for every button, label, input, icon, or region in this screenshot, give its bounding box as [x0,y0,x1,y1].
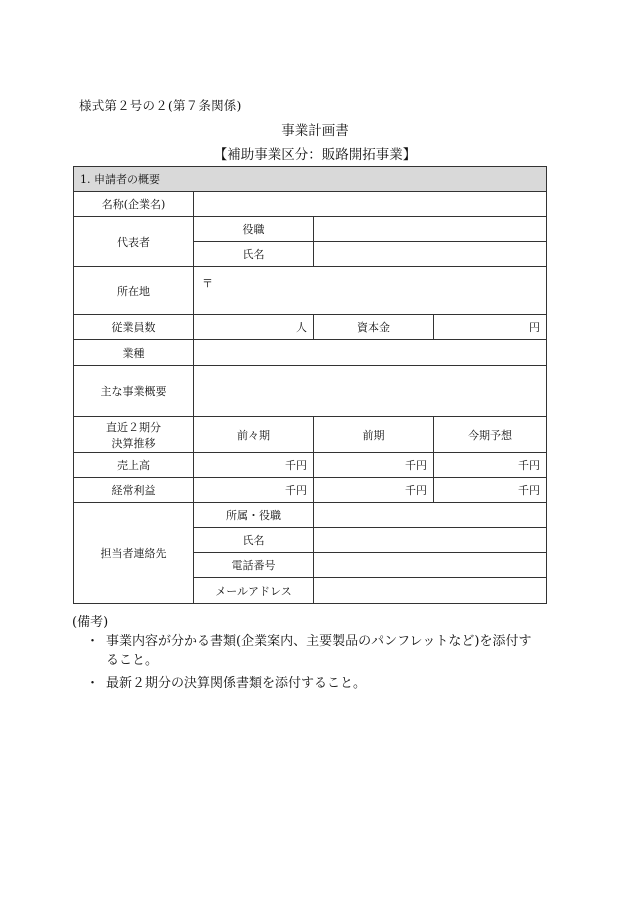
industry-row [74,340,547,366]
company-name-label: 名称(企業名) [74,192,194,217]
employees-capital-row [74,315,547,340]
period-before-previous-header: 前々期 [194,417,314,453]
contact-name-field[interactable] [314,528,547,553]
position-label: 役職 [194,217,314,242]
document-title: 事業計画書 [281,123,349,139]
representative-position-field[interactable] [314,217,547,242]
remarks-item1-line2: ること。 [106,653,159,668]
profit-forecast-field[interactable] [434,478,547,503]
thousand-yen-unit: 千円 [405,484,427,497]
financial-header-row [74,417,547,453]
contact-department-row [74,503,547,528]
employees-label: 従業員数 [74,315,194,340]
department-position-label: 所属・役職 [194,503,314,528]
contact-name-label: 氏名 [194,528,314,553]
business-summary-field[interactable] [194,366,547,417]
financial-trend-label [74,417,194,453]
period-forecast-header: 今期予想 [434,417,547,453]
sales-before-previous-field[interactable] [194,453,314,478]
bullet-mark: ・ [86,634,100,649]
person-name-label: 氏名 [194,242,314,267]
company-name-row [74,192,547,217]
remarks-item1-line1: 事業内容が分かる書類(企業案内、主要製品のパンフレットなど)を添付す [106,634,532,649]
section-header-row [74,167,547,192]
sales-label: 売上高 [74,453,194,478]
financial-label-line2: 決算推移 [111,436,156,450]
address-field[interactable] [194,267,547,315]
representative-name-field[interactable] [314,242,547,267]
address-row [74,267,547,315]
remarks-title: (備考) [72,615,109,630]
contact-email-field[interactable] [314,578,547,604]
remarks-item2: 最新２期分の決算関係書類を添付すること。 [106,676,367,691]
applicant-overview-table [73,166,547,604]
thousand-yen-unit: 千円 [518,484,540,497]
employees-field[interactable] [194,315,314,340]
industry-field[interactable] [194,340,547,366]
remarks-list [86,632,556,697]
phone-label: 電話番号 [194,553,314,578]
remarks-item [86,632,556,670]
capital-field[interactable] [434,315,547,340]
address-label: 所在地 [74,267,194,315]
profit-previous-field[interactable] [314,478,434,503]
business-summary-row [74,366,547,417]
business-summary-label: 主な事業概要 [74,366,194,417]
thousand-yen-unit: 千円 [285,459,307,472]
contact-phone-field[interactable] [314,553,547,578]
remarks-item [86,674,556,693]
thousand-yen-unit: 千円 [285,484,307,497]
section-title: 1. 申請者の概要 [74,167,547,192]
period-previous-header: 前期 [314,417,434,453]
sales-forecast-field[interactable] [434,453,547,478]
profit-before-previous-field[interactable] [194,478,314,503]
profit-label: 経常利益 [74,478,194,503]
email-label: メールアドレス [194,578,314,604]
industry-label: 業種 [74,340,194,366]
contact-department-field[interactable] [314,503,547,528]
capital-label: 資本金 [314,315,434,340]
company-name-field[interactable] [194,192,547,217]
capital-unit: 円 [529,321,540,334]
representative-position-row [74,217,547,242]
thousand-yen-unit: 千円 [518,459,540,472]
employees-unit: 人 [296,321,307,334]
postal-mark: 〒 [202,277,213,290]
contact-label: 担当者連絡先 [74,503,194,604]
bullet-mark: ・ [86,676,100,691]
form-reference: 様式第２号の２(第７条関係) [79,98,242,113]
document-subtitle: 【補助事業区分：販路開拓事業】 [213,147,417,163]
representative-label: 代表者 [74,217,194,267]
thousand-yen-unit: 千円 [405,459,427,472]
financial-label-line1: 直近２期分 [106,420,161,434]
sales-row [74,453,547,478]
profit-row [74,478,547,503]
sales-previous-field[interactable] [314,453,434,478]
